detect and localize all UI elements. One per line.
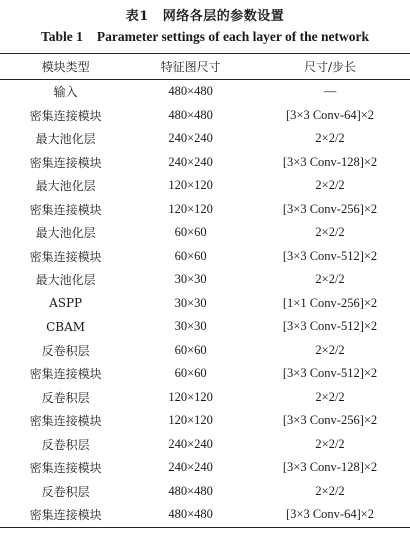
cell-size-stride: [3×3 Conv-256]×2 [282,201,378,216]
cell-feature-map-size: 240×240 [168,131,213,146]
table-row [0,174,410,198]
table-row [0,386,410,410]
cell-module-type: 最大池化层 [35,226,96,241]
table-row [0,268,410,292]
table-row [0,433,410,457]
cell-size-stride: [3×3 Conv-64]×2 [286,507,375,522]
cell-size-stride: [3×3 Conv-128]×2 [282,460,378,475]
cell-module-type: 密集连接模块 [29,108,102,123]
table-row [0,104,410,128]
cell-size-stride: 2×2/2 [315,131,345,146]
cell-feature-map-size: 30×30 [174,272,207,287]
cell-size-stride: 2×2/2 [315,389,345,404]
cell-feature-map-size: 30×30 [174,319,207,334]
cell-feature-map-size: 480×480 [168,507,213,522]
cell-module-type: ASPP [49,296,83,311]
cell-feature-map-size: 240×240 [168,460,213,475]
table-number-chinese: 表1 [125,9,149,24]
cell-size-stride: [3×3 Conv-64]×2 [286,107,375,122]
cell-feature-map-size: 60×60 [174,225,207,240]
cell-size-stride: [3×3 Conv-512]×2 [282,366,378,381]
table-number-english: Table 1 [41,29,83,44]
cell-size-stride: [3×3 Conv-128]×2 [282,154,378,169]
cell-size-stride: 2×2/2 [315,436,345,451]
table-row [0,480,410,504]
table-row [0,503,410,527]
cell-feature-map-size: 480×480 [168,107,213,122]
cell-feature-map-size: 480×480 [168,84,213,99]
cell-feature-map-size: 60×60 [174,248,207,263]
cell-module-type: 最大池化层 [35,179,96,194]
cell-module-type: 反卷积层 [41,343,90,358]
table-row [0,198,410,222]
cell-module-type: 密集连接模块 [29,461,102,476]
cell-size-stride: 2×2/2 [315,483,345,498]
cell-size-stride: 2×2/2 [315,178,345,193]
table-row [0,221,410,245]
column-header-size-stride: 尺寸/步长 [304,60,357,74]
cell-module-type: 反卷积层 [41,437,90,452]
cell-feature-map-size: 30×30 [174,295,207,310]
column-header-module-type: 模块类型 [41,60,90,74]
table-caption-english [0,29,410,45]
cell-feature-map-size: 120×120 [168,413,213,428]
cell-size-stride: 2×2/2 [315,272,345,287]
cell-module-type: 反卷积层 [41,484,90,499]
table-title-chinese: 网络各层的参数设置 [162,9,285,24]
table-row [0,456,410,480]
column-header-feature-map-size: 特征图尺寸 [160,60,221,74]
cell-feature-map-size: 60×60 [174,342,207,357]
cell-module-type: 密集连接模块 [29,414,102,429]
cell-feature-map-size: 120×120 [168,178,213,193]
cell-size-stride: 2×2/2 [315,342,345,357]
cell-module-type: 反卷积层 [41,390,90,405]
table-row [0,362,410,386]
table-row [0,127,410,151]
cell-size-stride: — [323,84,337,99]
cell-size-stride: [1×1 Conv-256]×2 [282,295,378,310]
parameter-table [0,53,410,528]
cell-module-type: CBAM [46,319,86,334]
table-row [0,245,410,269]
cell-size-stride: 2×2/2 [315,225,345,240]
table-row [0,151,410,175]
cell-module-type: 密集连接模块 [29,202,102,217]
table-row [0,80,410,104]
table-row [0,292,410,316]
cell-size-stride: [3×3 Conv-512]×2 [282,248,378,263]
cell-module-type: 密集连接模块 [29,367,102,382]
cell-feature-map-size: 60×60 [174,366,207,381]
table-body [0,80,410,528]
table-caption-chinese [0,5,410,24]
table-row [0,409,410,433]
cell-module-type: 密集连接模块 [29,155,102,170]
cell-module-type: 最大池化层 [35,273,96,288]
table-row [0,315,410,339]
cell-feature-map-size: 240×240 [168,154,213,169]
cell-module-type: 输入 [53,85,78,100]
table-title-english: Parameter settings of each layer of the network [96,29,369,44]
cell-feature-map-size: 120×120 [168,201,213,216]
cell-feature-map-size: 120×120 [168,389,213,404]
cell-feature-map-size: 240×240 [168,436,213,451]
cell-size-stride: [3×3 Conv-256]×2 [282,413,378,428]
cell-size-stride: [3×3 Conv-512]×2 [282,319,378,334]
cell-module-type: 最大池化层 [35,132,96,147]
cell-module-type: 密集连接模块 [29,249,102,264]
table-row [0,339,410,363]
table-header-row [0,54,410,80]
cell-module-type: 密集连接模块 [29,508,102,523]
cell-feature-map-size: 480×480 [168,483,213,498]
